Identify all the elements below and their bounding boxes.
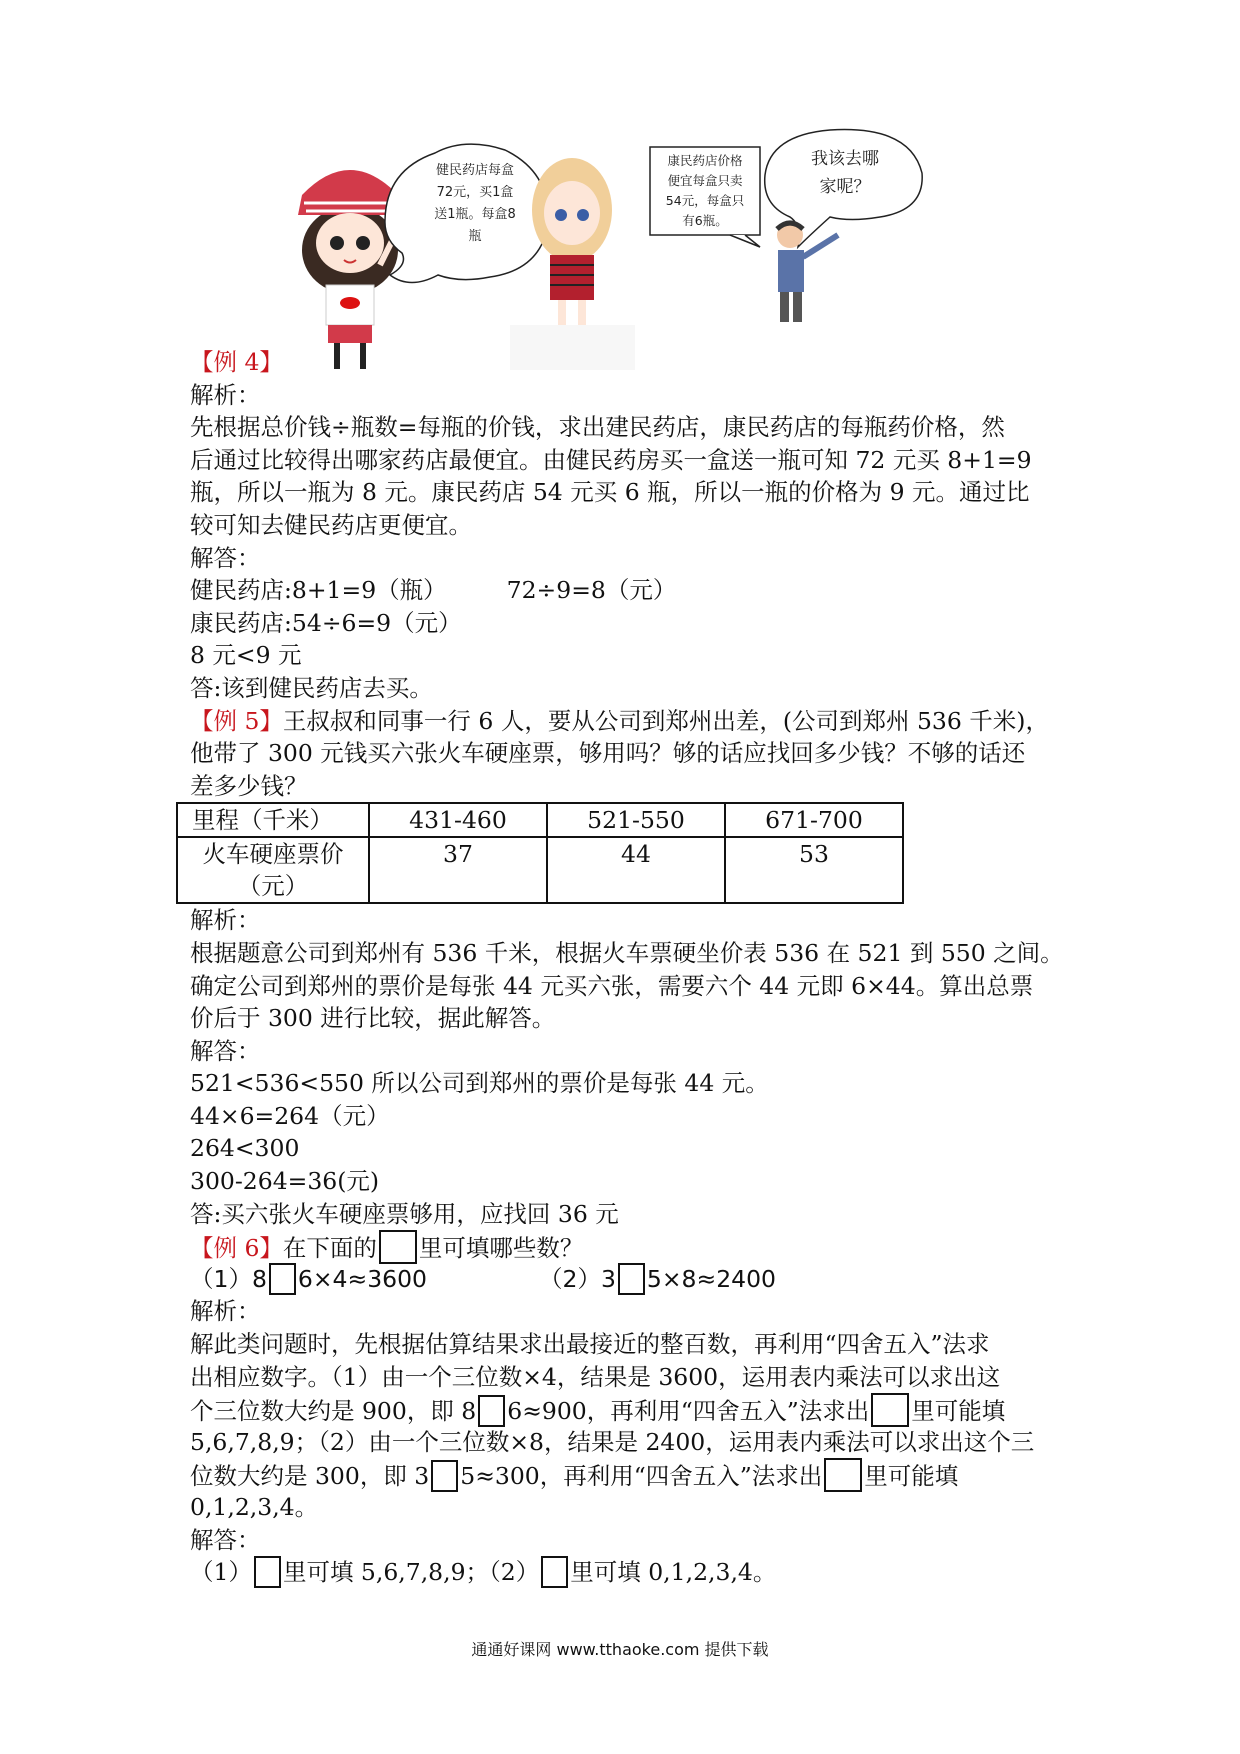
example4-heading xyxy=(190,346,1070,379)
answer-line xyxy=(190,1556,1070,1589)
question-line: 差多少钱？ xyxy=(190,771,308,800)
text-line: 5,6,7,8,9；（2）由一个三位数×8，结果是 2400，运用表内乘法可以求出这个三 xyxy=(190,1427,1035,1456)
answer-label: 解答： xyxy=(190,1036,261,1065)
answer-line: 8 元<9 元 xyxy=(190,641,302,670)
answer-part: 里可填 0,1,2,3,4。 xyxy=(570,1558,777,1587)
answer-line: 521<536<550 所以公司到郑州的票价是每张 44 元。 xyxy=(190,1069,769,1098)
answer-line xyxy=(190,574,1070,607)
problem-part: 5×8≈2400 xyxy=(646,1264,776,1293)
table-row xyxy=(177,837,903,903)
blank-box xyxy=(269,1263,296,1295)
blank-box xyxy=(379,1230,417,1264)
text-line: 出相应数字。（1）由一个三位数×4，结果是 3600，运用表内乘法可以求出这 xyxy=(190,1362,1001,1391)
table-cell: 521-550 xyxy=(547,803,725,837)
example4-label: 【例 4】 xyxy=(190,348,283,376)
answer-line: 答:该到健民药店去买。 xyxy=(190,673,433,702)
example6-label: 【例 6】 xyxy=(190,1234,283,1263)
problem-part: （2）3 xyxy=(539,1264,616,1293)
question-line: 他带了 300 元钱买六张火车硬座票，够用吗？够的话应找回多少钱？不够的话还 xyxy=(190,739,1026,768)
answer-part: 里可填 5,6,7,8,9；（2） xyxy=(282,1558,540,1587)
answer-part: （1） xyxy=(190,1558,252,1587)
blank-box xyxy=(871,1393,909,1427)
bubble2-text: 康民药店价格 便宜每盒只卖 54元，每盒只 有6瓶。 xyxy=(665,153,745,228)
text-line: 后通过比较得出哪家药店最便宜。由健民药房买一盒送一瓶可知 72 元买 8+1=9 xyxy=(190,445,1032,474)
answer-line: 300-264=36(元) xyxy=(190,1167,380,1196)
blank-box xyxy=(618,1263,645,1295)
illustration xyxy=(290,125,1060,370)
bubble3-text: 我该去哪 家呢？ xyxy=(811,149,879,197)
example6-question-line xyxy=(190,1230,1070,1263)
text-line: 先根据总价钱÷瓶数=每瓶的价钱，求出建民药店，康民药店的每瓶药价格，然 xyxy=(190,413,1005,442)
problem-part: （1）8 xyxy=(190,1264,267,1293)
text-part: 6≈900，再利用“四舍五入”法求出 xyxy=(507,1397,870,1426)
question-text: 在下面的 xyxy=(282,1234,377,1263)
answer-part: 72÷9=8（元） xyxy=(506,576,677,605)
answer-line: 答:买六张火车硬座票够用，应找回 36 元 xyxy=(190,1199,619,1228)
cell-line: （元） xyxy=(237,872,309,901)
blank-box xyxy=(824,1458,862,1492)
text-part: 位数大约是 300，即 3 xyxy=(190,1462,430,1491)
table-cell: 53 xyxy=(725,837,903,903)
text-part: 个三位数大约是 900，即 8 xyxy=(190,1397,477,1426)
analysis-label: 解析： xyxy=(190,380,261,409)
table-cell: 37 xyxy=(369,837,547,903)
cell-line: 火车硬座票价 xyxy=(202,840,344,869)
page-footer: 通通好课网 www.tthaoke.com 提供下载 xyxy=(471,1640,769,1659)
example5-label: 【例 5】 xyxy=(190,706,283,735)
bubble1-text: 健民药店每盒 72元，买1盒 送1瓶。每盒8 瓶 xyxy=(434,163,516,244)
text-line: 较可知去健民药店更便宜。 xyxy=(190,510,472,539)
table-cell xyxy=(177,837,369,903)
text-part: 里可能填 xyxy=(911,1397,1006,1426)
girl-with-cap-figure xyxy=(298,170,402,369)
text-line: 价后于 300 进行比较，据此解答。 xyxy=(190,1004,556,1033)
text-line xyxy=(190,1393,1070,1426)
text-line: 确定公司到郑州的票价是每张 44 元买六张，需要六个 44 元即 6×44。算出总票 xyxy=(190,971,1034,1000)
table-cell: 671-700 xyxy=(725,803,903,837)
text-part: 5≈300，再利用“四舍五入”法求出 xyxy=(460,1462,823,1491)
blank-box xyxy=(541,1556,568,1588)
text-line: 解此类问题时，先根据估算结果求出最接近的整百数，再利用“四舍五入”法求 xyxy=(190,1330,990,1359)
answer-line: 康民药店:54÷6=9（元） xyxy=(190,608,462,637)
analysis-label: 解析： xyxy=(190,1297,261,1326)
question-text: 里可填哪些数？ xyxy=(418,1234,584,1263)
document-body xyxy=(190,346,1070,1589)
example5-question-line xyxy=(190,705,1070,738)
table-cell: 里程（千米） xyxy=(177,803,369,837)
answer-line: 264<300 xyxy=(190,1134,300,1163)
fare-table xyxy=(176,802,904,904)
answer-label: 解答： xyxy=(190,1525,261,1554)
analysis-label: 解析： xyxy=(190,906,261,935)
problem-part: 6×4≈3600 xyxy=(297,1264,427,1293)
text-part: 里可能填 xyxy=(864,1462,959,1491)
answer-part: 健民药店:8+1=9（瓶） xyxy=(190,576,447,605)
table-cell: 44 xyxy=(547,837,725,903)
text-line: 0,1,2,3,4。 xyxy=(190,1493,319,1521)
blank-box xyxy=(431,1460,458,1492)
text-line xyxy=(190,1458,1070,1491)
problem-line xyxy=(190,1263,1070,1296)
text-line: 根据题意公司到郑州有 536 千米，根据火车票硬坐价表 536 在 521 到 550 之间。 xyxy=(190,938,1064,967)
answer-line: 44×6=264（元） xyxy=(190,1101,390,1130)
table-row xyxy=(177,803,903,837)
question-text: 王叔叔和同事一行 6 人，要从公司到郑州出差，(公司到郑州 536 千米)， xyxy=(282,706,1049,735)
answer-label: 解答： xyxy=(190,543,261,572)
text-line: 瓶，所以一瓶为 8 元。康民药店 54 元买 6 瓶，所以一瓶的价格为 9 元。通过比 xyxy=(190,478,1030,507)
blank-box xyxy=(478,1395,505,1427)
blank-box xyxy=(254,1556,281,1588)
table-cell: 431-460 xyxy=(369,803,547,837)
